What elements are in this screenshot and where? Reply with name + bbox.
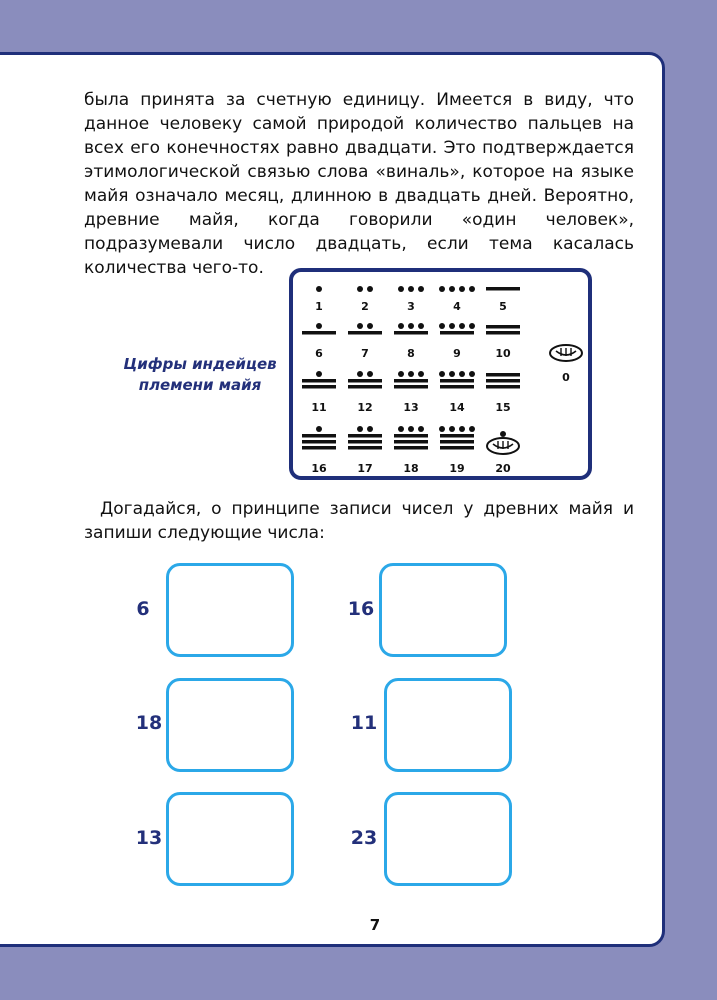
maya-12-dot-2 [367, 371, 373, 377]
maya-label-8: 8 [407, 347, 415, 360]
maya-2-dot-1 [357, 286, 363, 292]
maya-13-dot-3 [418, 371, 424, 377]
maya-14-bar-2 [440, 379, 474, 383]
maya-18-dot-2 [408, 426, 414, 432]
maya-label-1: 1 [315, 300, 323, 313]
maya-19-dot-2 [449, 426, 455, 432]
maya-8-dot-3 [418, 323, 424, 329]
maya-label-4: 4 [453, 300, 461, 313]
maya-3-dot-3 [418, 286, 424, 292]
maya-15-bar-3 [486, 373, 520, 377]
maya-1-dot-1 [316, 286, 322, 292]
maya-7-bar-1 [348, 331, 382, 335]
maya-16-bar-1 [302, 446, 336, 450]
exercise-label-right-3: 23 [350, 827, 378, 849]
maya-10-bar-2 [486, 325, 520, 329]
maya-8-bar-1 [394, 331, 428, 335]
caption-line-1: Цифры индейцев [123, 355, 277, 373]
maya-11-dot-1 [316, 371, 322, 377]
maya-4-dot-4 [469, 286, 475, 292]
maya-label-19: 19 [449, 462, 465, 475]
maya-19-bar-3 [440, 434, 474, 438]
maya-14-dot-3 [459, 371, 465, 377]
intro-paragraph: была принята за счетную единицу. Имеется в виду, что данное человеку самой природой количество пальцев на всех его конечностях равно двадцати. Это подтверждается этимологической связью слова «виналь», которое на языке майя означало месяц, длинною в двадцать дней. Вероятно, древние майя, когда говорили «один человек», подразумевали число двадцать, если тема касалась количества чего-то. [84, 90, 634, 278]
maya-2-dot-2 [367, 286, 373, 292]
maya-14-dot-4 [469, 371, 475, 377]
maya-label-18: 18 [403, 462, 419, 475]
answer-box-right-3[interactable] [384, 792, 512, 886]
maya-label-5: 5 [499, 300, 507, 313]
maya-11-bar-1 [302, 385, 336, 389]
maya-18-bar-3 [394, 434, 428, 438]
maya-8-dot-2 [408, 323, 414, 329]
maya-4-dot-2 [449, 286, 455, 292]
maya-12-bar-1 [348, 385, 382, 389]
maya-label-14: 14 [449, 401, 465, 414]
maya-19-bar-1 [440, 446, 474, 450]
maya-8-dot-1 [398, 323, 404, 329]
maya-3-dot-2 [408, 286, 414, 292]
maya-label-12: 12 [357, 401, 373, 414]
maya-18-bar-2 [394, 440, 428, 444]
maya-13-dot-2 [408, 371, 414, 377]
page-number: 7 [369, 916, 381, 934]
maya-5-bar-1 [486, 287, 520, 291]
exercise-label-left-1: 6 [136, 598, 150, 620]
maya-19-dot-4 [469, 426, 475, 432]
maya-19-bar-2 [440, 440, 474, 444]
maya-label-2: 2 [361, 300, 369, 313]
answer-box-right-2[interactable] [384, 678, 512, 772]
maya-9-dot-2 [449, 323, 455, 329]
maya-17-bar-3 [348, 434, 382, 438]
maya-15-bar-1 [486, 385, 520, 389]
maya-3-dot-1 [398, 286, 404, 292]
maya-label-0: 0 [562, 371, 570, 384]
maya-digits-table [289, 268, 592, 480]
maya-6-dot-1 [316, 323, 322, 329]
maya-19-dot-1 [439, 426, 445, 432]
answer-box-right-1[interactable] [379, 563, 507, 657]
exercise-label-right-2: 11 [350, 712, 378, 734]
maya-9-dot-4 [469, 323, 475, 329]
maya-15-bar-2 [486, 379, 520, 383]
maya-20-dot [500, 431, 506, 437]
maya-18-dot-3 [418, 426, 424, 432]
maya-label-9: 9 [453, 347, 461, 360]
maya-label-20: 20 [495, 462, 511, 475]
maya-16-bar-2 [302, 440, 336, 444]
maya-4-dot-1 [439, 286, 445, 292]
maya-label-13: 13 [403, 401, 419, 414]
maya-label-7: 7 [361, 347, 369, 360]
maya-13-dot-1 [398, 371, 404, 377]
maya-label-3: 3 [407, 300, 415, 313]
exercise-label-left-3: 13 [135, 827, 163, 849]
maya-label-10: 10 [495, 347, 511, 360]
maya-12-bar-2 [348, 379, 382, 383]
maya-16-dot-1 [316, 426, 322, 432]
maya-13-bar-2 [394, 379, 428, 383]
maya-18-dot-1 [398, 426, 404, 432]
maya-11-bar-2 [302, 379, 336, 383]
exercise-label-right-1: 16 [347, 598, 375, 620]
maya-14-dot-1 [439, 371, 445, 377]
task-paragraph: Догадайся, о принципе записи чисел у древних майя и запиши следующие числа: [84, 499, 634, 543]
maya-9-dot-3 [459, 323, 465, 329]
maya-digits-caption [110, 354, 290, 396]
maya-digits-figure [293, 272, 588, 476]
maya-label-17: 17 [357, 462, 373, 475]
maya-7-dot-1 [357, 323, 363, 329]
maya-4-dot-3 [459, 286, 465, 292]
answer-box-left-2[interactable] [166, 678, 294, 772]
maya-label-16: 16 [311, 462, 327, 475]
maya-17-dot-2 [367, 426, 373, 432]
maya-16-bar-3 [302, 434, 336, 438]
maya-13-bar-1 [394, 385, 428, 389]
maya-19-dot-3 [459, 426, 465, 432]
maya-12-dot-1 [357, 371, 363, 377]
maya-9-dot-1 [439, 323, 445, 329]
maya-17-dot-1 [357, 426, 363, 432]
maya-18-bar-1 [394, 446, 428, 450]
maya-17-bar-2 [348, 440, 382, 444]
caption-line-2: племени майя [138, 376, 262, 394]
answer-box-left-1[interactable] [166, 563, 294, 657]
maya-14-bar-1 [440, 385, 474, 389]
maya-17-bar-1 [348, 446, 382, 450]
exercise-label-left-2: 18 [135, 712, 163, 734]
maya-14-dot-2 [449, 371, 455, 377]
maya-label-11: 11 [311, 401, 327, 414]
maya-7-dot-2 [367, 323, 373, 329]
maya-label-6: 6 [315, 347, 323, 360]
maya-6-bar-1 [302, 331, 336, 335]
answer-box-left-3[interactable] [166, 792, 294, 886]
maya-9-bar-1 [440, 331, 474, 335]
maya-10-bar-1 [486, 331, 520, 335]
maya-label-15: 15 [495, 401, 511, 414]
